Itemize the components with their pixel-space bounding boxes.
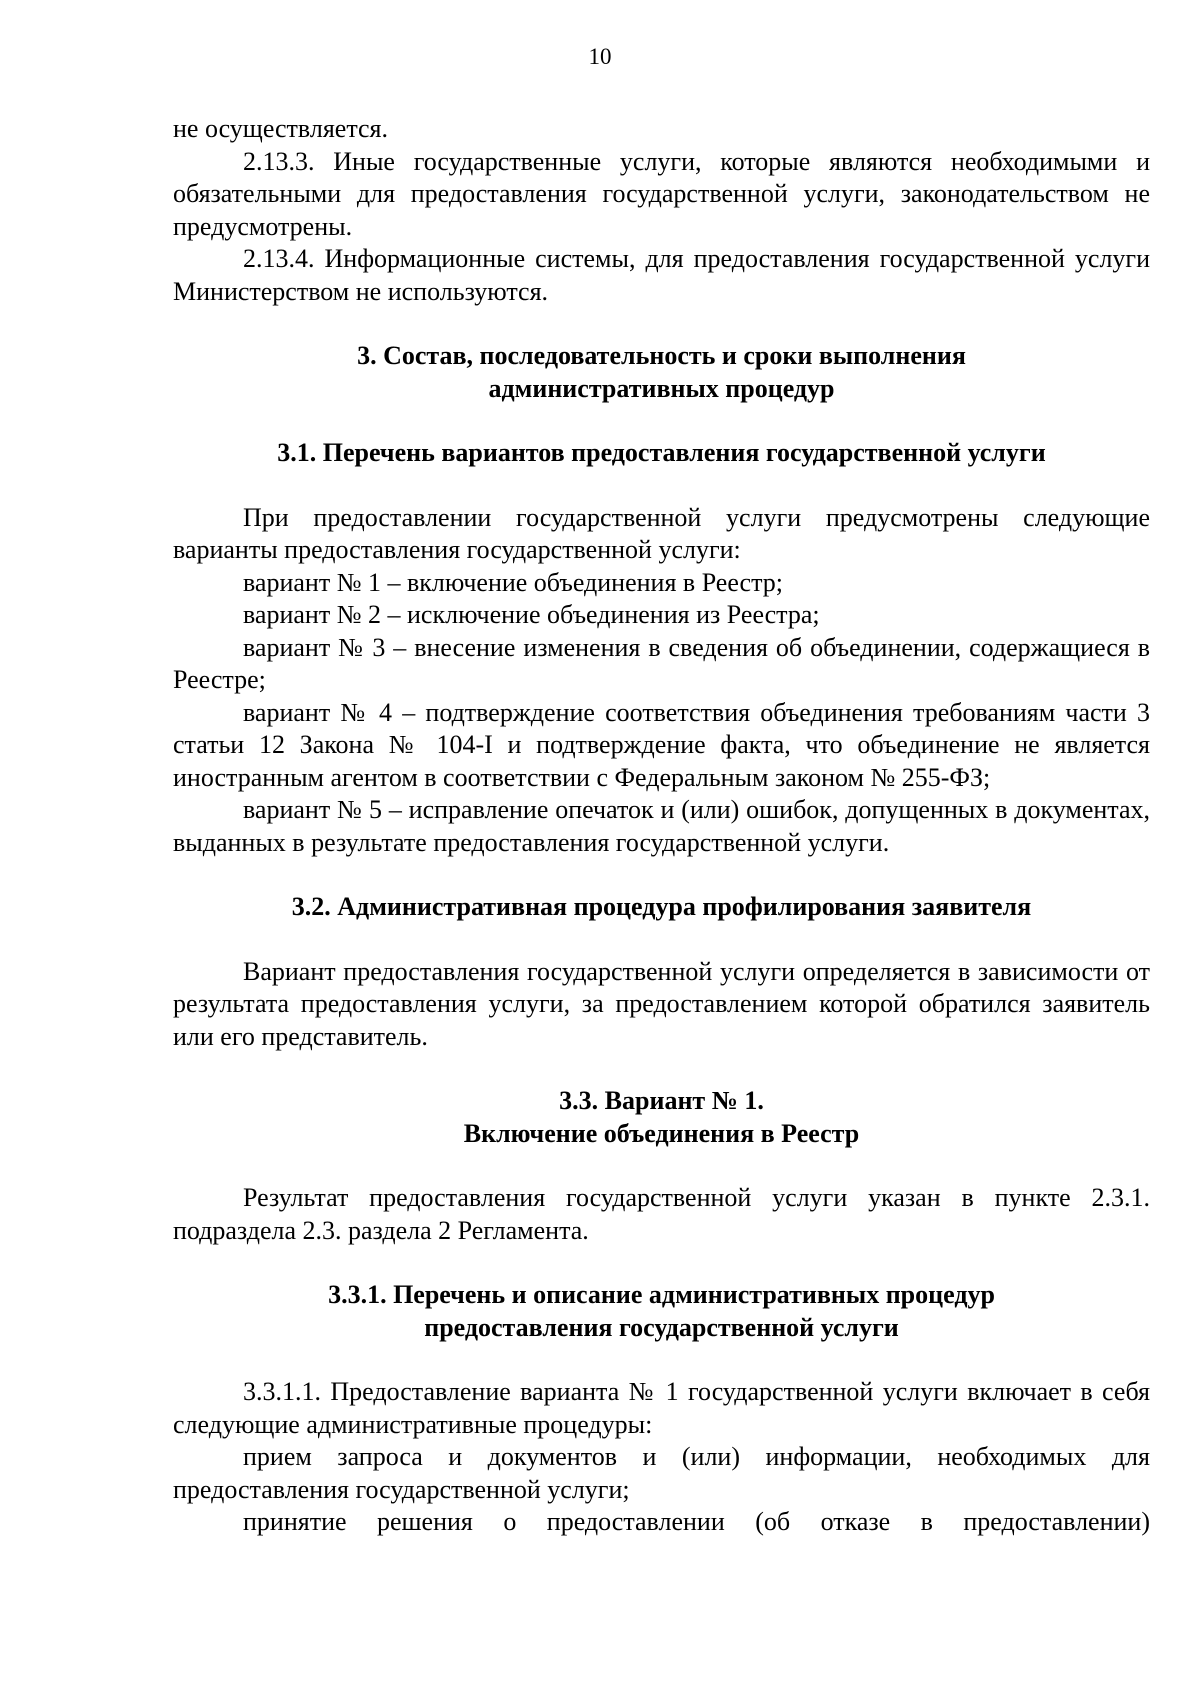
variant-item: вариант № 5 – исправление опечаток и (или) ошибок, допущенных в документах, выданных в результате предоставления государственной услуги. [173, 795, 1150, 857]
page-number: 10 [588, 44, 612, 69]
paragraph-3-3-1-1: 3.3.1.1. Предоставление варианта № 1 государственной услуги включает в себя следующие административные процедуры: [173, 1377, 1150, 1439]
section-3-2-text: Вариант предоставления государственной услуги определяется в зависимости от результата предоставления услуги, за предоставлением которой обратился заявитель или его представитель. [173, 956, 1150, 1051]
section-3-1-intro: При предоставлении государственной услуги предусмотрены следующие варианты предоставления государственной услуги: [173, 502, 1150, 564]
section-3-title-line2: административных процедур [488, 373, 835, 403]
paragraph-2-13-4: 2.13.4. Информационные системы, для предоставления государственной услуги Министерством не используются. [173, 244, 1150, 306]
section-3-3-1-title-line1: 3.3.1. Перечень и описание административных процедур [328, 1280, 995, 1309]
section-3-1-title: 3.1. Перечень вариантов предоставления государственной услуги [277, 438, 1046, 467]
section-3-3-title-line2: Включение объединения в Реестр [463, 1118, 860, 1148]
section-3-3-text: Результат предоставления государственной услуги указан в пункте 2.3.1. подраздела 2.3. раздела 2 Регламента. [173, 1183, 1150, 1245]
procedure-item: прием запроса и документов и (или) информации, необходимых для предоставления государственной услуги; [173, 1442, 1150, 1504]
variant-item: вариант № 2 – исключение объединения из Реестра; [243, 600, 820, 629]
variant-item: вариант № 1 – включение объединения в Реестр; [243, 567, 783, 597]
procedure-item: принятие решения о предоставлении (об отказе в предоставлении) [243, 1507, 1150, 1536]
document-body [173, 113, 1150, 1539]
variant-item: вариант № 3 – внесение изменения в сведения об объединении, содержащиеся в Реестре; [173, 632, 1150, 694]
section-3-3-title-line1: 3.3. Вариант № 1. [559, 1086, 764, 1115]
section-3-title-line1: 3. Состав, последовательность и сроки выполнения [357, 341, 966, 370]
paragraph-2-13-3: 2.13.3. Иные государственные услуги, которые являются необходимыми и обязательными для предоставления государственной услуги, законодательством не предусмотрены. [173, 146, 1150, 241]
paragraph: не осуществляется. [173, 114, 388, 143]
variant-item: вариант № 4 – подтверждение соответствия объединения требованиям части 3 статьи 12 Закона № 104-I и подтверждение факта, что объединение не является иностранным агентом в соответствии с Федеральным законом № 255-ФЗ; [173, 697, 1150, 792]
section-3-2-title: 3.2. Административная процедура профилирования заявителя [291, 892, 1032, 921]
section-3-3-1-title-line2: предоставления государственной услуги [424, 1312, 899, 1342]
